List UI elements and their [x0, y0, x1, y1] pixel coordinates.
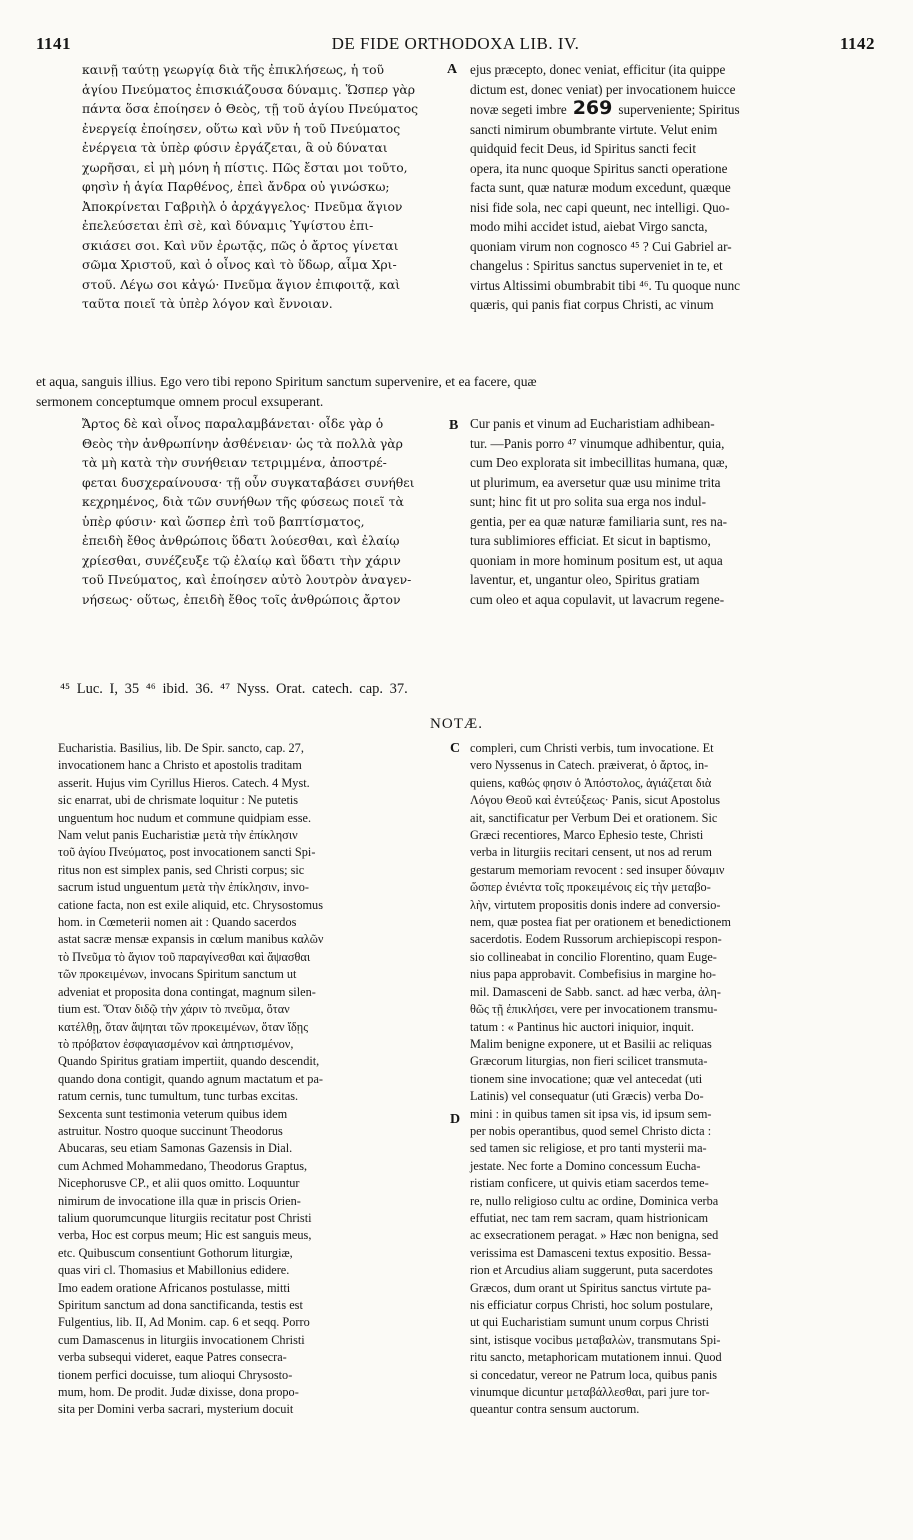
text-line: si concedatur, vereor ne Patrum loca, quibus panis: [470, 1367, 718, 1382]
full-line: sermonem conceptumque omnem procul exsuperant.: [36, 393, 324, 409]
text-line: κατέλθῃ, ὅταν ἅψηται τῶν προκειμένων, ὅταν ἴδῃς: [58, 1019, 309, 1034]
text-line: φεται δυσχεραίνουσα· τῇ οὖν συγκαταβάσει συνήθει: [82, 474, 415, 490]
text-line: σῶμα Χριστοῦ, καὶ ὁ οἶνος καὶ τὸ ὕδωρ, αἷμα Χρι-: [82, 257, 397, 272]
latin-column-2: [470, 414, 878, 609]
text-line: Nam velut panis Eucharistiæ μετὰ τὴν ἐπίκλησιν: [58, 828, 298, 843]
text-line: asserit. Hujus vim Cyrillus Hieros. Catech. 4 Myst.: [58, 775, 310, 790]
text-line: laventur, et, ungantur oleo, Spiritus gratiam: [470, 572, 700, 587]
text-line: ταῦτα ποιεῖ τὰ ὑπὲρ λόγον καὶ ἔννοιαν.: [82, 296, 333, 311]
text-line: tatum : « Pantinus hic auctori iniquior, inquit.: [470, 1019, 694, 1034]
text-line: nius papa approbavit. Combefisius in margine ho-: [470, 967, 717, 982]
text-line: Λόγου Θεοῦ καὶ ἐντεύξεως· Panis, sicut Apostolus: [470, 793, 721, 808]
text-line: sacerdotis. Eodem Russorum archiepiscopi respon-: [470, 932, 722, 947]
text-line: λὴν, virtutem propositis donis indere ad conversio-: [470, 897, 721, 912]
greek-column-1: [82, 60, 442, 314]
notes-left-column: [58, 740, 442, 1419]
text-line: hom. in Cœmeterii nomen ait : Quando sacerdos: [58, 915, 297, 930]
full-width-lines: [36, 372, 875, 411]
text-line: ac exsecrationem peragat. » Hæc non benigna, sed: [470, 1228, 719, 1243]
text-line: dictum est, donec veniat) per invocationem huicce: [470, 81, 736, 97]
text-line: sita per Domini verba sacrari, mysterium docuit: [58, 1402, 294, 1417]
text-line: sint, istisque vocibus μεταβαλὼν, transmutans Spi-: [470, 1332, 721, 1347]
text-line: τοῦ Πνεύματος, καὶ ἐποίησεν αὐτὸ λουτρὸν ἀναγεν-: [82, 572, 412, 587]
text-line: quæris, qui panis fiat corpus Christi, ac vinum: [470, 297, 714, 312]
text-line: Græcorum liturgias, non fieri scilicet transmuta-: [470, 1054, 708, 1069]
text-line: gentia, per ea quæ naturæ familiaria sunt, res na-: [470, 513, 728, 529]
text-line: Ἄρτος δὲ καὶ οἶνος παραλαμβάνεται· οἶδε γὰρ ὁ: [82, 416, 384, 431]
text-line: Græci recentiores, Marco Ephesio teste, Christi: [470, 828, 704, 843]
text-line: ἁγίου Πνεύματος ἐπισκιάζουσα δύναμις. Ὥσπερ γὰρ: [82, 81, 416, 97]
text-line: quas viri cl. Thomasius et Mabillonius edidere.: [58, 1263, 290, 1278]
text-line: θῶς τῇ ἐπικλήσει, vere per invocationem transmu-: [470, 1002, 718, 1017]
text-line: nimirum de invocatione illa quæ in priscis Orien-: [58, 1193, 301, 1208]
text-line: ὑπὲρ φύσιν· καὶ ὥσπερ ἐπὶ τοῦ βαπτίσματος,: [82, 513, 365, 529]
text-line: catione facta, non est exile aliquid, etc. Chrysostomus: [58, 897, 323, 912]
text-line: per nobis operantibus, quod semel Christo dicta :: [470, 1123, 712, 1138]
text-line: χρίεσθαι, συνέζευξε τῷ ἐλαίῳ καὶ ὕδατι τὴν χάριν: [82, 552, 401, 568]
text-line: vero Nyssenus in Catech. præiverat, ὁ ἄρτος, in-: [470, 758, 709, 773]
text-line: nis efficiatur corpus Christi, hoc solum postulare,: [470, 1298, 713, 1312]
text-line: cum Deo explorata sit imbecillitas humana, quæ,: [470, 455, 728, 470]
text-line: στοῦ. Λέγω σοι κἀγώ· Πνεῦμα ἅγιον ἐπιφοιτᾷ, καὶ: [82, 276, 401, 292]
text-line: Θεὸς τὴν ἀνθρωπίνην ἀσθένειαν· ὡς τὰ πολλὰ γὰρ: [82, 435, 403, 451]
latin-column-1: [470, 60, 878, 315]
text-line: κεχρημένος, διὰ τῶν συνήθων τῆς φύσεως ποιεῖ τὰ: [82, 494, 404, 509]
text-line: invocationem hanc a Christo et apostolis traditam: [58, 758, 302, 773]
text-line: verba, Hoc est corpus meum; Hic est sanguis meus,: [58, 1228, 312, 1243]
text-line: quiens, καθώς φησιν ὁ Ἀπόστολος, ἁγιάζεται διὰ: [470, 775, 712, 790]
text-line: Imo eadem oratione Africanos postulasse, mitti: [58, 1280, 291, 1295]
text-line: τοῦ ἁγίου Πνεύματος, post invocationem sancti Spi-: [58, 845, 316, 860]
text-line: talium quorumcunque liturgiis recitatur post Christi: [58, 1210, 312, 1225]
text-line: ἐπελεύσεται ἐπὶ σὲ, καὶ δύναμις Ὑψίστου ἐπι-: [82, 218, 374, 233]
text-line: sic enarrat, ubi de chrismate loquitur : Ne putetis: [58, 793, 299, 808]
text-line: tur. —Panis porro ⁴⁷ vinumque adhibentur, quia,: [470, 435, 725, 451]
text-line: ristiam conficere, ut quivis etiam sacerdos teme-: [470, 1176, 709, 1191]
text-line: effutiat, nec tam rem sacram, quam histrionicam: [470, 1210, 709, 1225]
text-line: [470, 99, 878, 120]
text-line: vinumque dicuntur μεταβάλλεσθαι, pari jure tor-: [470, 1385, 710, 1400]
text-line: quoniam in more hominum positum est, ut aqua: [470, 552, 723, 568]
text-line: ut qui Eucharistiam sumunt unum corpus Christi: [470, 1315, 710, 1330]
text-line: Cur panis et vinum ad Eucharistiam adhibean-: [470, 416, 715, 431]
greek-column-2: [82, 414, 442, 609]
text-line: verissima est Damasceni textus expositio. Bessa-: [470, 1245, 712, 1260]
text-line: cum Damascenus in liturgiis invocationem Christi: [58, 1332, 305, 1347]
text-line: nisi fide sola, nec capi queunt, nec intelligi. Quo-: [470, 199, 730, 215]
text-line: ait, sanctificatur per Verbum Dei et orationem. Sic: [470, 810, 718, 825]
text-line: σκιάσει σοι. Καὶ νῦν ἐρωτᾷς, πῶς ὁ ἄρτος γίνεται: [82, 237, 399, 253]
text-line: Spiritum sanctum ad dona sanctificanda, testis est: [58, 1298, 303, 1312]
text-line: ἐπειδὴ ἔθος ἀνθρώποις ὕδατι λούεσθαι, καὶ ἐλαίῳ: [82, 533, 400, 548]
notes-right-column: [470, 740, 878, 1419]
text-line: mil. Damasceni de Sabb. sanct. ad hæc verba, ἀλη-: [470, 984, 721, 999]
running-title: DE FIDE ORTHODOXA LIB. IV.: [331, 34, 580, 53]
text-line: nem, quæ postea fiat per orationem et benedictionem: [470, 915, 731, 930]
text-line: mum, hom. De prodit. Judæ dixisse, dona propo-: [58, 1385, 299, 1400]
text-line: tura sublimiores efficiat. Et sicut in baptismo,: [470, 533, 711, 548]
text-line: cum oleo et aqua copulavit, ut lavacrum regene-: [470, 591, 725, 607]
text-line: ejus præcepto, donec veniat, efficitur (ita quippe: [470, 62, 726, 77]
text-line: tionem sine invocatione; quæ vel antecedat (uti: [470, 1071, 703, 1086]
text-line: ὥσπερ ἐνιέντα τοῖς προκειμένοις εἰς τὴν μεταβο-: [470, 880, 711, 895]
text-line: cum Achmed Mohammedano, Theodorus Graptus,: [58, 1158, 308, 1173]
text-line: νήσεως· οὕτως, ἐπειδὴ ἔθος τοῖς ἀνθρώποις ἄρτον: [82, 591, 401, 607]
notes-title: NOTÆ.: [430, 716, 483, 732]
text-line: Abucaras, seu etiam Samonas Gazensis in Dial.: [58, 1141, 293, 1156]
text-line: φησὶν ἡ ἁγία Παρθένος, ἐπεὶ ἄνδρα οὐ γινώσκω;: [82, 179, 390, 194]
text-line: sancti nimirum obumbrante virtute. Velut enim: [470, 121, 718, 137]
full-line: et aqua, sanguis illius. Ego vero tibi repono Spiritum sanctum supervenire, et ea facere, quæ: [36, 374, 537, 389]
page-header: [36, 34, 875, 56]
text-line: etc. Quibuscum consentiunt Gothorum liturgiæ,: [58, 1245, 293, 1260]
text-line: rion et Arcudius aliam suggerunt, puta sacerdotes: [470, 1263, 713, 1278]
text-line: jestate. Nec forte a Domino concessum Eucha-: [470, 1158, 701, 1173]
text-line: modo mihi accidet istud, aiebat Virgo sancta,: [470, 219, 708, 234]
text-line: ἐνέργεια τὰ ὑπὲρ φύσιν ἐργάζεται, ἃ οὐ δύναται: [82, 140, 388, 155]
text-line: ritu sancto, metaphoricam mutationem innui. Quod: [470, 1350, 722, 1365]
text-line: gestarum memoriam revocent : sed insuper δύναμιν: [470, 862, 725, 877]
text-line: Latinis) vel consequatur (uti Græcis) verba Do-: [470, 1089, 704, 1104]
text-line: quoniam virum non cognosco ⁴⁵ ? Cui Gabriel ar-: [470, 238, 732, 254]
text-line: Eucharistia. Basilius, lib. De Spir. sancto, cap. 27,: [58, 741, 304, 755]
text-line: Fulgentius, lib. II, Ad Monim. cap. 6 et seqq. Porro: [58, 1315, 310, 1330]
text-line: quando dona contigit, quando agnum mactatum et pa-: [58, 1071, 323, 1086]
text-line: queantur contra sensum auctorum.: [470, 1402, 640, 1417]
text-line: Sexcenta sunt testimonia veterum quibus idem: [58, 1106, 288, 1121]
text-line: ritus non est simplex panis, sed Christi corpus; sic: [58, 862, 305, 877]
column-number: 269: [572, 97, 613, 119]
text-line: astat sacræ mensæ expansis in cœlum manibus καλῶν: [58, 932, 324, 947]
text-line: mini : in quibus tamen sit ipsa vis, id ipsum sem-: [470, 1106, 712, 1121]
margin-marker-c: C: [450, 741, 461, 756]
text-line: quidquid fecit Deus, id Spiritus sancti fecit: [470, 141, 696, 156]
text-line: sunt; hinc fit ut pro solita sua erga nos indul-: [470, 494, 707, 509]
text-line: opera, ita nunc quoque Spiritus sancti operatione: [470, 160, 728, 176]
text-line: sed tamen sic religiose, et pro tanti mysterii ma-: [470, 1141, 707, 1156]
text-line: astruitur. Nostro quoque succinunt Theodorus: [58, 1123, 283, 1138]
text-line: virtus Altissimi obumbrabit tibi ⁴⁶. Tu quoque nunc: [470, 277, 741, 293]
text-line: Ἀποκρίνεται Γαβριὴλ ὁ ἀρχάγγελος· Πνεῦμα ἅγιον: [82, 198, 403, 214]
text-line: verba in liturgiis recitari censent, ut nos ad rerum: [470, 845, 712, 860]
text-fragment: novæ segeti imbre: [470, 102, 567, 117]
text-line: Nicephorusve CP., et alii quos omitto. Loquuntur: [58, 1176, 300, 1191]
text-line: Malim benigne exponere, ut et Basilii ac reliquas: [470, 1036, 712, 1051]
text-line: verba subsequi videret, eaque Patres consecra-: [58, 1350, 287, 1365]
text-line: facta sunt, quæ naturæ modum excedunt, quæque: [470, 180, 731, 195]
text-line: unguentum hoc nudum et commune quidpiam esse.: [58, 810, 312, 825]
text-line: compleri, cum Christi verbis, tum invocatione. Et: [470, 741, 714, 755]
text-line: ratum cernis, tunc tumultum, tunc turbas excitas.: [58, 1089, 299, 1104]
text-line: καινῇ ταύτῃ γεωργίᾳ διὰ τῆς ἐπικλήσεως, ἡ τοῦ: [82, 62, 385, 77]
text-fragment: superveniente; Spiritus: [618, 102, 740, 117]
footnotes: ⁴⁵ Luc. I, 35 ⁴⁶ ibid. 36. ⁴⁷ Nyss. Orat. catech. cap. 37.: [60, 681, 408, 697]
text-line: τὸ Πνεῦμα τὸ ἅγιον τοῦ παραγίνεσθαι καὶ ἅψασθαι: [58, 949, 311, 964]
text-line: τὰ μὴ κατὰ τὴν συνήθειαν τετριμμένα, ἀποστρέ-: [82, 455, 387, 470]
text-line: ut plurimum, ea aversetur quæ usu minime trita: [470, 474, 721, 490]
text-line: ἐνεργείᾳ ἐποίησεν, οὕτω καὶ νῦν ἡ τοῦ Πνεύματος: [82, 120, 401, 136]
text-line: sio collineabat in concilio Florentino, quam Euge-: [470, 949, 717, 964]
text-line: sacrum istud unguentum μετὰ τὴν ἐπίκλησιν, invo-: [58, 880, 309, 895]
margin-marker-a: A: [447, 62, 458, 77]
text-line: re, nullo religioso cultu ac ordine, Dominica verba: [470, 1193, 719, 1208]
text-line: τῶν προκειμένων, invocans Spiritum sanctum ut: [58, 967, 297, 982]
text-line: Græcos, dum orant ut Spiritus sanctus virtute pa-: [470, 1280, 712, 1295]
text-line: changelus : Spiritus sanctus superveniet in te, et: [470, 258, 723, 273]
text-line: tium est. Ὅταν διδῷ τὴν χάριν τὸ πνεῦμα, ὅταν: [58, 1002, 290, 1017]
text-line: Quando Spiritus gratiam impertiit, quando descendit,: [58, 1054, 320, 1069]
page-number-left: 1141: [36, 34, 72, 53]
text-line: πάντα ὅσα ἐποίησεν ὁ Θεὸς, τῇ τοῦ ἁγίου Πνεύματος: [82, 101, 419, 116]
margin-marker-b: B: [449, 418, 459, 433]
text-line: χωρῆσαι, εἰ μὴ μόνη ἡ πίστις. Πῶς ἔσται μοι τοῦτο,: [82, 159, 408, 175]
text-line: adveniat et proposita dona contingat, magnum silen-: [58, 984, 316, 999]
margin-marker-d: D: [450, 1112, 461, 1127]
page-number-right: 1142: [839, 34, 875, 53]
text-line: τὸ πρόβατον ἐσφαγιασμένον καὶ ἀπηρτισμένον,: [58, 1036, 294, 1051]
text-line: tionem perfici docuisse, tum alioqui Chrysosto-: [58, 1367, 293, 1382]
